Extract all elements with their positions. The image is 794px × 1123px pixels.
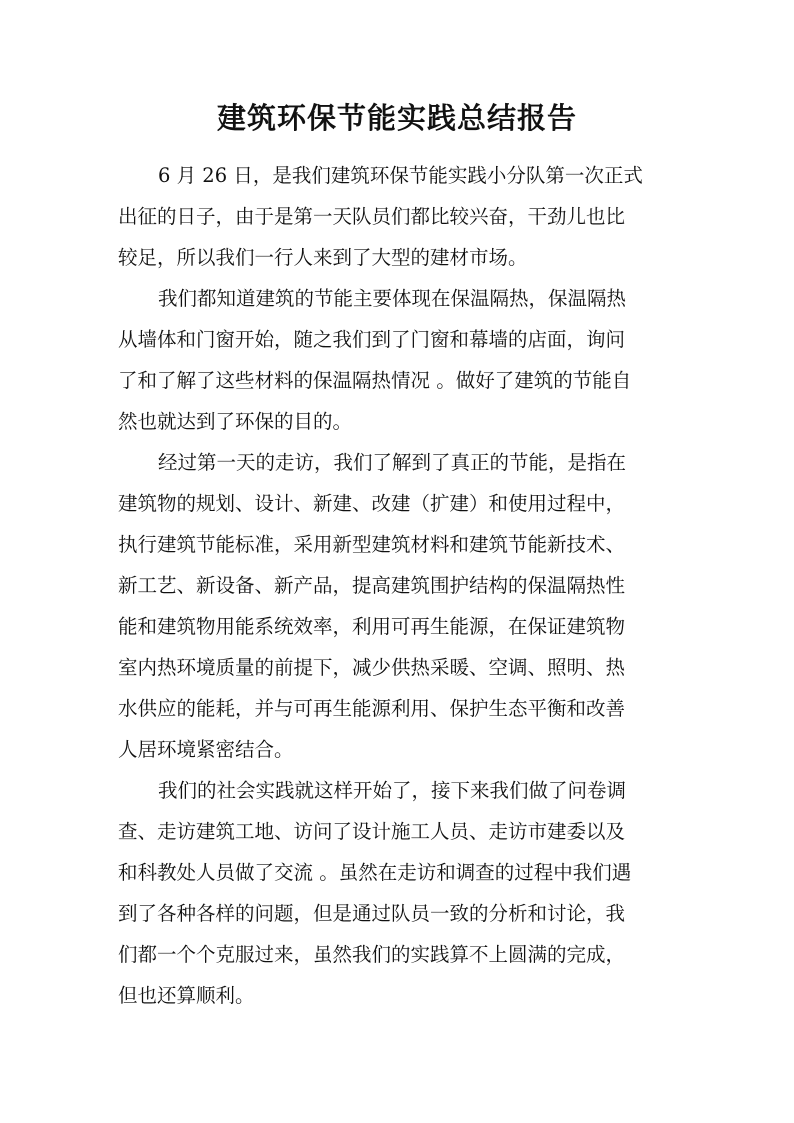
paragraph-line: 水供应的能耗，并与可再生能源利用、保护生态平衡和改善 (118, 697, 626, 720)
paragraph-line: 查、走访建筑工地、访问了设计施工人员、走访市建委以及 (118, 820, 626, 843)
paragraph-line: 们都一个个克服过来，虽然我们的实践算不上圆满的完成， (118, 943, 626, 966)
paragraph-line: 较足，所以我们一行人来到了大型的建材市场。 (118, 246, 528, 269)
paragraph-line: 能和建筑物用能系统效率，利用可再生能源，在保证建筑物 (118, 615, 626, 638)
paragraph-line: 从墙体和门窗开始，随之我们到了门窗和幕墙的店面，询问 (118, 328, 626, 351)
paragraph-line: 和科教处人员做了交流 。虽然在走访和调查的过程中我们遇 (118, 861, 632, 884)
paragraph-line: 我们都知道建筑的节能主要体现在保温隔热，保温隔热 (158, 287, 627, 310)
paragraph-1 (118, 155, 682, 278)
paragraph-line: 然也就达到了环保的目的。 (118, 410, 353, 433)
paragraph-line: 我们的社会实践就这样开始了，接下来我们做了问卷调 (158, 779, 627, 802)
paragraph-4 (118, 770, 682, 1016)
paragraph-line: 室内热环境质量的前提下，减少供热采暖、空调、照明、热 (118, 656, 626, 679)
paragraph-line: 但也还算顺利。 (118, 984, 255, 1007)
paragraph-line: 了和了解了这些材料的保温隔热情况 。做好了建筑的节能自 (118, 369, 632, 392)
paragraph-line: 执行建筑节能标准，采用新型建筑材料和建筑节能新技术、 (118, 533, 626, 556)
paragraph-line: 到了各种各样的问题，但是通过队员一致的分析和讨论，我 (118, 902, 626, 925)
paragraph-line: 6 月 26 日，是我们建筑环保节能实践小分队第一次正式 (158, 164, 643, 187)
paragraph-2 (118, 278, 682, 442)
paragraph-line: 出征的日子，由于是第一天队员们都比较兴奋，干劲儿也比 (118, 205, 626, 228)
paragraph-line: 经过第一天的走访，我们了解到了真正的节能，是指在 (158, 451, 627, 474)
document-body (118, 155, 682, 1016)
paragraph-line: 人居环境紧密结合。 (118, 738, 294, 761)
paragraph-line: 建筑物的规划、设计、新建、改建（扩建）和使用过程中， (118, 492, 626, 515)
document-title: 建筑环保节能实践总结报告 (216, 101, 577, 135)
paragraph-3 (118, 442, 682, 770)
paragraph-line: 新工艺、新设备、新产品，提高建筑围护结构的保温隔热性 (118, 574, 626, 597)
